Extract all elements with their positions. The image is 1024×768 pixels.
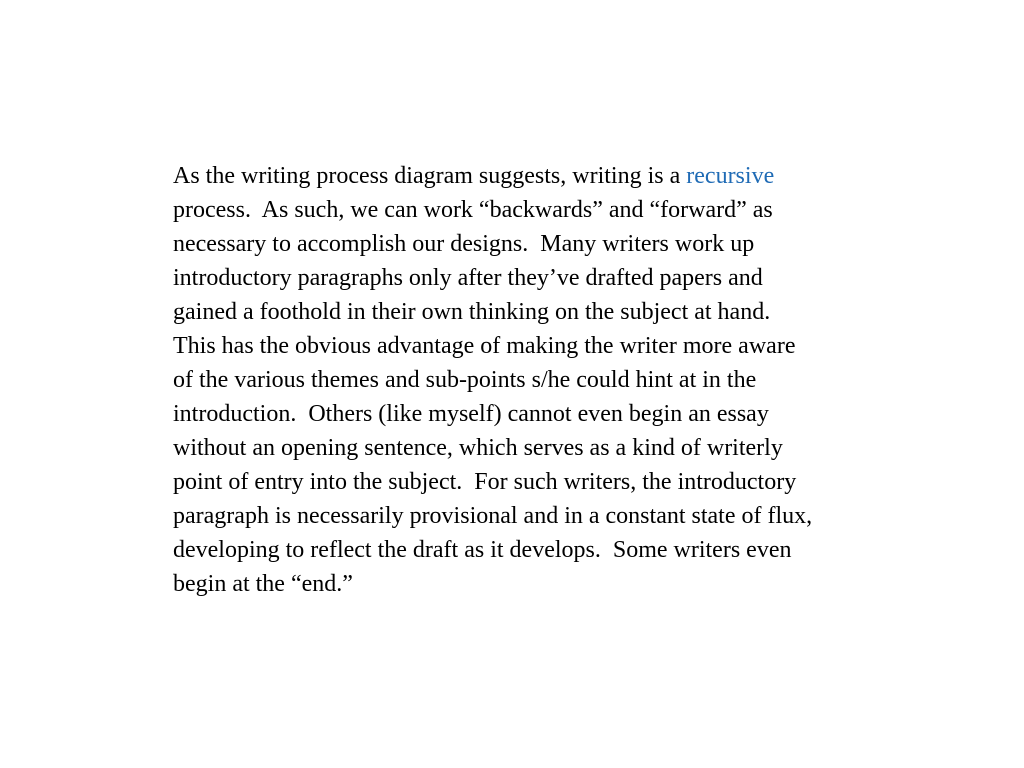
recursive-highlight: recursive [686,163,775,189]
paragraph-line: without an opening sentence, which serves as a kind of writerly [173,435,783,461]
body-paragraph [173,159,933,601]
paragraph-line: point of entry into the subject. For such writers, the introductory [173,469,797,495]
paragraph-line: paragraph is necessarily provisional and in a constant state of flux, [173,503,813,529]
paragraph-line: necessary to accomplish our designs. Many writers work up [173,231,755,257]
paragraph-line: of the various themes and sub-points s/he could hint at in the [173,367,757,393]
paragraph-line: introductory paragraphs only after they’ve drafted papers and [173,265,763,291]
paragraph-line [173,159,933,193]
paragraph-line: developing to reflect the draft as it develops. Some writers even [173,537,792,563]
paragraph-text: As the writing process diagram suggests, writing is a [173,163,687,189]
paragraph-line: begin at the “end.” [173,571,353,597]
paragraph-line: introduction. Others (like myself) cannot even begin an essay [173,401,769,427]
paragraph-line: gained a foothold in their own thinking on the subject at hand. [173,299,771,325]
paragraph-line: process. As such, we can work “backwards” and “forward” as [173,197,773,223]
paragraph-line: This has the obvious advantage of making the writer more aware [173,333,796,359]
